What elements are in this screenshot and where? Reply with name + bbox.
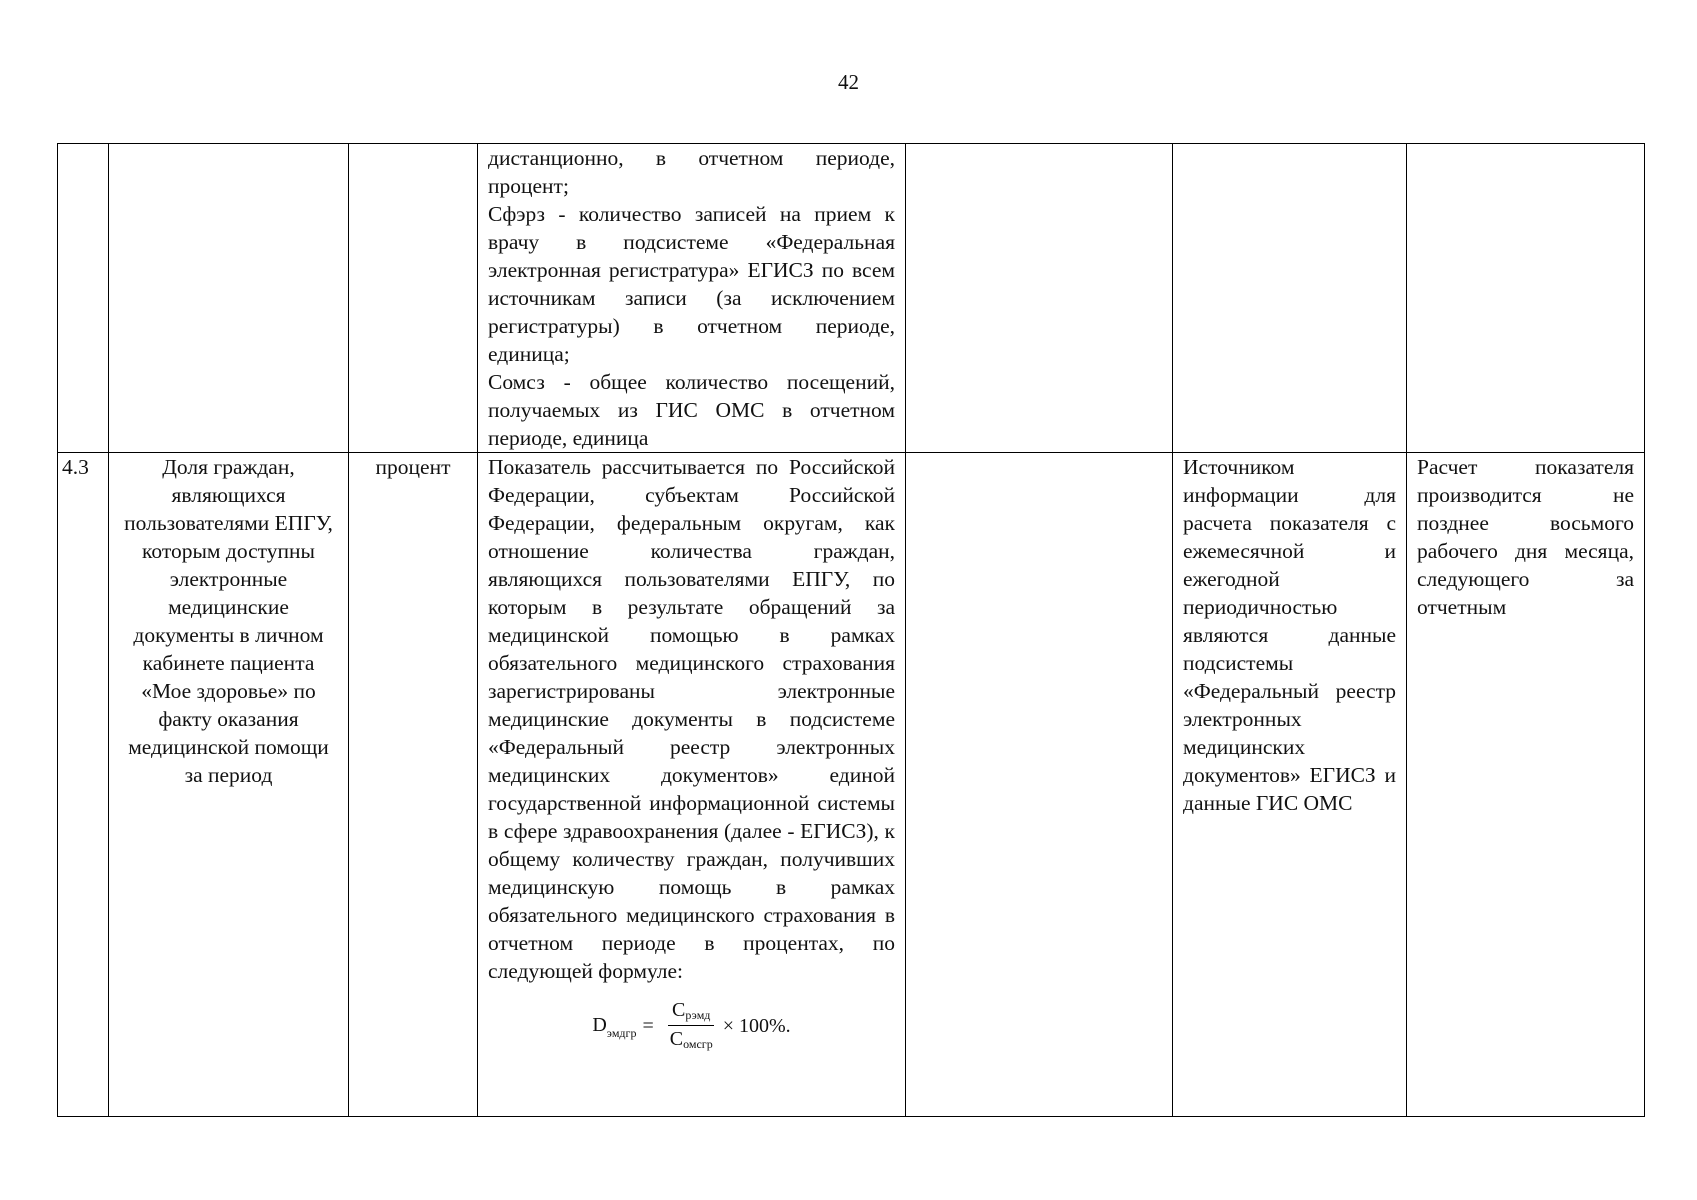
cell-indicator-name: Доля граждан, являющихся пользователями ЕПГУ, которым доступны электронные медицинские документы в личном кабинете пациента «Мое здоровье» по факту оказания медицинской помощи за период: [109, 453, 349, 1117]
page-number: 42: [838, 70, 859, 94]
formula: [488, 997, 895, 1054]
formula-numerator: Cрэмд: [668, 997, 714, 1026]
table-row-4-3: [58, 453, 1645, 1117]
formula-denominator: Cомсгр: [669, 1028, 713, 1051]
cell-source: Источником информации для расчета показателя с ежемесячной и ежегодной периодичностью являются данные подсистемы «Федеральный реестр электронных медицинских документов» ЕГИСЗ и данные ГИС ОМС: [1173, 453, 1407, 1117]
method-line-3: Сомсз - общее количество посещений, получаемых из ГИС ОМС в отчетном периоде, единица: [488, 370, 895, 450]
cell-unit: процент: [349, 453, 478, 1117]
formula-rhs: × 100%.: [722, 1014, 791, 1037]
cell-number-empty: [58, 144, 109, 453]
table-row-continuation: [58, 144, 1645, 453]
cell-deadline-empty: [1407, 144, 1645, 453]
method-line-1: дистанционно, в отчетном периоде, процент;: [488, 146, 895, 198]
method-text: Показатель рассчитывается по Российской Федерации, субъектам Российской Федерации, федеральным округам, как отношение количества граждан, являющихся пользователями ЕПГУ, по которым в результате обращений за медицинской помощью в рамках обязательного медицинского страхования зарегистрированы электронные медицинские документы в подсистеме «Федеральный реестр электронных медицинских документов» единой государственной информационной системы в сфере здравоохранения (далее - ЕГИСЗ), к общему количеству граждан, получивших медицинскую помощь в рамках обязательного медицинского страхования в отчетном периоде в процентах, по следующей формуле:: [488, 455, 895, 983]
cell-method: [478, 453, 906, 1117]
cell-deadline: Расчет показателя производится не позднее восьмого рабочего дня месяца, следующего за отчетным: [1407, 453, 1645, 1117]
indicator-table: [57, 143, 1645, 1117]
cell-name-empty: [109, 144, 349, 453]
formula-lhs: $D_{эмдгр}$: [592, 1013, 637, 1040]
formula-fraction: [666, 997, 717, 1054]
cell-source-empty: [1173, 144, 1407, 453]
cell-unit-empty: [349, 144, 478, 453]
cell-method-continuation: [478, 144, 906, 453]
method-line-2: Сфэрз - количество записей на прием к врачу в подсистеме «Федеральная электронная регистратура» ЕГИСЗ по всем источникам записи (за исключением регистратуры) в отчетном периоде, единица;: [488, 202, 895, 366]
cell-number: 4.3: [58, 453, 109, 1117]
cell-col5: [906, 453, 1173, 1117]
formula-equals: =: [642, 1014, 654, 1037]
cell-col5-empty: [906, 144, 1173, 453]
